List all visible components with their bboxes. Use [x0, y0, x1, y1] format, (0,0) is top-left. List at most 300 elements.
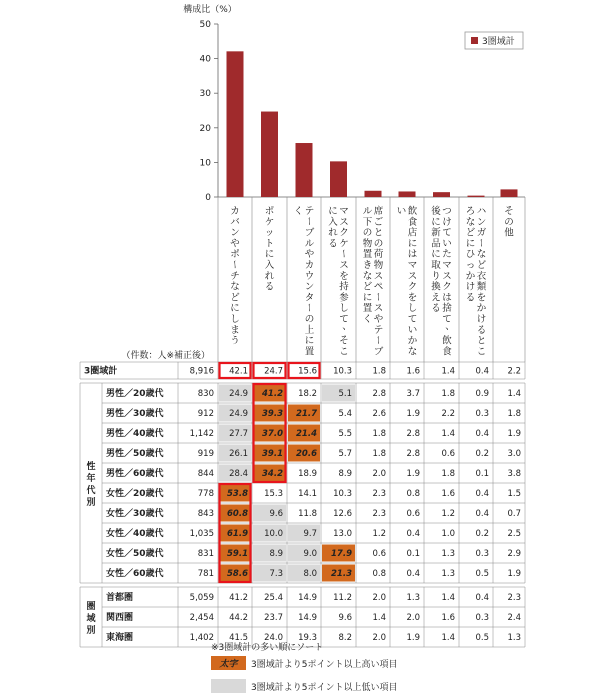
table-cell: 0.4 — [475, 366, 489, 377]
table-cell: 2.0 — [372, 469, 386, 479]
category-label-char: ー — [303, 216, 314, 227]
table-cell: 0.1 — [406, 549, 420, 559]
category-label-char: テ — [373, 324, 384, 336]
category-label-char: と — [373, 227, 384, 239]
table-cell: 24.7 — [264, 366, 283, 377]
category-label-char: け — [442, 216, 452, 228]
table-cell: 3.8 — [507, 469, 521, 479]
table-cell: 8.9 — [338, 469, 352, 479]
category-label-char: 荷 — [373, 249, 384, 261]
category-label-char: 席 — [373, 206, 384, 217]
table-cell: 8.2 — [338, 633, 352, 643]
table-cell: 2.6 — [372, 409, 386, 419]
category-label-char: っ — [465, 260, 476, 271]
table-cell: 5.5 — [338, 429, 352, 439]
category-label-char: ど — [362, 281, 373, 293]
table-cell: 15.6 — [298, 366, 317, 377]
category-label-char: や — [230, 238, 240, 250]
table-cell: 0.2 — [475, 529, 489, 539]
category-label-char: こ — [476, 346, 487, 358]
category-label-char: し — [339, 303, 349, 315]
row-count: 912 — [197, 409, 214, 419]
category-label-char: ー — [475, 238, 486, 248]
category-label-char: 後 — [431, 206, 441, 217]
category-label-char: 飲 — [442, 335, 452, 347]
table-cell: 1.6 — [441, 489, 455, 499]
high-legend-text: 3圏域計より5ポイント以上高い項目 — [251, 660, 398, 670]
table-cell: 3.7 — [406, 389, 420, 399]
category-label-char: テ — [304, 206, 315, 217]
category-label-char: ケ — [264, 216, 275, 228]
table-cell: 9.0 — [303, 549, 317, 559]
category-label-char: し — [407, 303, 418, 315]
category-label-char: 類 — [476, 281, 487, 293]
y-tick-label: 0 — [205, 193, 211, 203]
row-label: 東海圏 — [106, 633, 134, 643]
table-cell: 0.3 — [475, 613, 489, 623]
table-cell: 0.1 — [475, 469, 489, 479]
table-cell: 42.1 — [229, 366, 248, 377]
category-labels — [218, 197, 525, 362]
table-cell: 9.7 — [303, 529, 317, 539]
table-cell: 1.9 — [507, 569, 521, 579]
category-label-char: ト — [264, 238, 275, 250]
table-cell: 1.4 — [507, 389, 521, 399]
table-cell: 28.4 — [229, 469, 248, 479]
category-label-char: ど — [465, 227, 476, 239]
category-label-char: ウ — [304, 270, 315, 282]
category-label-char: く — [293, 206, 304, 217]
category-label-char: る — [465, 292, 476, 304]
category-label-char: 参 — [339, 292, 349, 304]
category-label-char: 食 — [442, 346, 452, 358]
row-count: 830 — [197, 389, 214, 399]
table-cell: 0.5 — [475, 633, 489, 643]
category-label-char: そ — [504, 206, 514, 217]
table-cell: 0.2 — [475, 449, 489, 459]
row-count: 831 — [197, 549, 214, 559]
group-label-char: 性 — [86, 462, 96, 472]
y-tick-label: 50 — [199, 20, 211, 30]
category-label-char: け — [476, 314, 487, 325]
row-count: 919 — [197, 449, 214, 459]
category-label-char: ー — [337, 248, 349, 259]
data-table — [80, 362, 525, 647]
table-cell: 1.8 — [441, 469, 455, 479]
category-label-char: に — [431, 216, 441, 228]
table-cell: 2.8 — [406, 449, 420, 459]
group-label-char: 別 — [86, 626, 96, 636]
row-label: 女性／20歳代 — [106, 489, 164, 499]
category-label-char: バ — [230, 216, 240, 228]
table-cell: 37.0 — [262, 429, 283, 439]
table-cell: 1.8 — [441, 389, 455, 399]
legend — [465, 32, 523, 49]
table-cell: 61.9 — [227, 529, 248, 539]
group-label-char: 代 — [86, 486, 96, 496]
row-count: 5,059 — [189, 593, 214, 603]
bar — [261, 112, 278, 197]
table-cell: 2.8 — [372, 389, 386, 399]
category-label-char: ろ — [465, 206, 476, 217]
table-cell: 1.6 — [441, 613, 455, 623]
row-label: 女性／50歳代 — [106, 549, 164, 559]
table-cell: 18.2 — [298, 389, 317, 399]
category-label-char: 置 — [304, 346, 315, 358]
table-cell: 21.4 — [296, 429, 317, 439]
table-cell: 1.9 — [406, 409, 420, 419]
table-cell: 15.3 — [264, 489, 283, 499]
category-label-char: る — [476, 324, 487, 336]
category-label-char: と — [476, 335, 487, 347]
table-cell: 5.1 — [338, 389, 352, 399]
table-cell: 0.7 — [507, 509, 521, 519]
category-label-char: ー — [372, 292, 383, 302]
table-cell: 1.8 — [372, 429, 386, 439]
category-label-char: マ — [407, 260, 418, 271]
table-cell: 2.2 — [507, 366, 521, 377]
row-label: 女性／60歳代 — [106, 569, 164, 579]
table-cell: 21.7 — [296, 409, 317, 419]
table-cell: 1.3 — [507, 633, 521, 643]
category-label-char: マ — [442, 260, 452, 271]
bar — [365, 191, 382, 197]
y-axis-title: 構成比（%） — [183, 5, 237, 15]
row-label: 男性／20歳代 — [106, 389, 164, 399]
category-label-char: て — [442, 314, 452, 325]
table-cell: 10.3 — [333, 366, 352, 377]
table-cell: 2.5 — [507, 529, 521, 539]
table-cell: 25.4 — [264, 593, 283, 603]
table-cell: 1.4 — [441, 593, 455, 603]
category-label-char: 飲 — [407, 206, 418, 217]
table-cell: 14.9 — [298, 593, 317, 603]
table-cell: 10.0 — [264, 529, 283, 539]
y-tick-label: 10 — [199, 158, 211, 169]
category-label-char: り — [431, 270, 441, 282]
category-label-char: な — [465, 216, 476, 228]
category-label-char: て — [407, 314, 418, 325]
table-cell: 41.5 — [229, 633, 248, 643]
table-cell: 2.3 — [372, 489, 386, 499]
table-cell: 27.7 — [229, 429, 248, 439]
category-label-char: ー — [372, 335, 383, 345]
table-cell: 39.1 — [262, 449, 283, 459]
table-cell: 2.0 — [406, 613, 420, 623]
category-label-char: い — [407, 324, 418, 336]
table-cell: 14.1 — [298, 489, 317, 499]
category-label-char: け — [465, 281, 476, 293]
category-label-char: ケ — [339, 238, 349, 250]
y-tick-label: 20 — [199, 123, 211, 134]
table-cell: 24.9 — [229, 409, 248, 419]
category-label-char: に — [230, 303, 240, 315]
table-cell: 11.2 — [333, 593, 352, 603]
category-label-char: 衣 — [476, 270, 487, 282]
table-cell: 1.4 — [441, 429, 455, 439]
row-count: 1,402 — [189, 633, 214, 643]
bars — [227, 51, 518, 197]
category-label-char: な — [407, 346, 418, 358]
table-cell: 0.6 — [441, 449, 455, 459]
row-count: 1,142 — [189, 429, 214, 439]
low-legend-text: 3圏域計より5ポイント以上低い項目 — [251, 683, 398, 693]
category-label-char: き — [362, 260, 373, 271]
category-label-char: ひ — [465, 249, 476, 261]
category-label-char: に — [328, 206, 338, 217]
table-cell: 17.9 — [331, 549, 352, 559]
category-label-char: か — [407, 335, 418, 347]
category-label-char: チ — [230, 270, 240, 282]
row-label: 男性／50歳代 — [106, 449, 164, 459]
category-label-char: 入 — [264, 260, 275, 271]
table-cell: 1.3 — [441, 569, 455, 579]
low-legend-chip — [211, 679, 246, 693]
table-cell: 0.8 — [406, 489, 420, 499]
table-cell: 24.9 — [229, 389, 248, 399]
row-label: 3圏域計 — [84, 366, 118, 377]
table-cell: 1.9 — [406, 633, 420, 643]
table-cell: 0.4 — [475, 593, 489, 603]
category-label-char: く — [362, 314, 373, 325]
table-cell: 1.5 — [507, 489, 521, 499]
category-label-char: て — [442, 227, 452, 239]
table-cell: 18.9 — [298, 469, 317, 479]
table-cell: 19.3 — [298, 633, 317, 643]
category-label-char: な — [362, 270, 373, 282]
table-cell: 2.8 — [406, 429, 420, 439]
category-label-char: 新 — [431, 227, 441, 239]
row-label: 女性／30歳代 — [106, 509, 164, 519]
table-cell: 26.1 — [229, 449, 248, 459]
table-cell: 1.4 — [372, 613, 386, 623]
y-tick-label: 30 — [199, 89, 211, 100]
table-cell: 0.3 — [475, 409, 489, 419]
table-cell: 1.0 — [441, 529, 455, 539]
category-label-char: か — [465, 270, 476, 282]
row-count: 843 — [197, 509, 214, 519]
bar — [330, 161, 347, 197]
category-label-char: を — [339, 270, 349, 282]
category-label-char: 、 — [445, 320, 455, 332]
table-cell: 2.3 — [507, 593, 521, 603]
category-label-char: ブ — [304, 227, 315, 239]
legend-swatch — [471, 37, 478, 44]
category-label-char: ポ — [230, 249, 240, 261]
category-label-char: そ — [339, 335, 349, 347]
table-cell: 14.9 — [298, 613, 317, 623]
table-cell: 7.3 — [269, 569, 283, 579]
category-label-char: ス — [339, 216, 349, 228]
table-cell: 0.4 — [406, 529, 420, 539]
table-cell: 5.7 — [338, 449, 352, 459]
category-label-char: 持 — [339, 281, 349, 293]
category-label-char: に — [407, 238, 418, 250]
table-cell: 53.8 — [227, 489, 248, 499]
row-count: 1,035 — [189, 529, 214, 539]
category-label-char: カ — [230, 206, 240, 217]
table-cell: 9.6 — [338, 613, 352, 623]
category-label-char: ッ — [264, 227, 275, 239]
table-cell: 0.3 — [475, 549, 489, 559]
notes — [211, 641, 397, 693]
category-label-char: タ — [304, 292, 315, 304]
category-label-char: ど — [230, 292, 240, 304]
category-label-char: ー — [303, 302, 314, 313]
row-label: 男性／30歳代 — [106, 409, 164, 419]
category-label-char: に — [362, 292, 373, 304]
table-cell: 2.0 — [372, 633, 386, 643]
category-label-char: 店 — [407, 227, 418, 239]
category-label-char: る — [328, 238, 338, 250]
table-cell: 9.6 — [269, 509, 283, 519]
table-cell: 13.0 — [333, 529, 352, 539]
category-label-char: に — [465, 238, 476, 250]
category-label-char: ス — [442, 270, 452, 282]
row-count: 2,454 — [189, 613, 214, 623]
category-label-char: ル — [304, 238, 315, 250]
category-label-char: れ — [328, 227, 338, 239]
category-label-char: ク — [442, 281, 452, 293]
category-label-char: ご — [373, 216, 384, 228]
table-cell: 5.4 — [338, 409, 352, 419]
category-label-char: な — [476, 249, 487, 261]
category-label-char: れ — [264, 270, 275, 282]
table-cell: 41.2 — [229, 593, 248, 603]
category-label-char: 品 — [431, 238, 441, 250]
bar — [433, 192, 450, 197]
table-cell: 0.6 — [406, 509, 420, 519]
row-count: 781 — [197, 569, 214, 579]
row-label: 男性／40歳代 — [106, 429, 164, 439]
category-label-char: ポ — [264, 206, 275, 217]
category-label-char: や — [373, 314, 384, 325]
table-cell: 0.6 — [372, 549, 386, 559]
category-label-char: つ — [442, 206, 452, 217]
category-label-char: を — [407, 292, 418, 304]
table-cell: 1.4 — [441, 633, 455, 643]
table-cell: 23.7 — [264, 613, 283, 623]
table-cell: 1.9 — [406, 469, 420, 479]
category-label-char: や — [304, 249, 315, 261]
table-cell: 2.2 — [441, 409, 455, 419]
category-label-char: 、 — [342, 320, 352, 332]
table-cell: 34.2 — [262, 469, 283, 479]
table-cell: 0.9 — [475, 389, 489, 399]
table-cell: 2.0 — [372, 593, 386, 603]
category-label-char: ン — [304, 281, 315, 293]
row-count: 778 — [197, 489, 214, 499]
category-label-char: ン — [476, 216, 487, 228]
category-label-char: 他 — [504, 227, 514, 239]
category-label-char: こ — [339, 346, 349, 358]
category-label-char: ス — [373, 303, 384, 315]
table-cell: 0.4 — [475, 429, 489, 439]
bar — [227, 51, 244, 197]
table-cell: 60.8 — [227, 509, 248, 519]
table-cell: 1.6 — [406, 366, 420, 377]
table-cell: 12.6 — [333, 509, 352, 519]
category-label-char: ー — [228, 259, 240, 270]
category-label-char: て — [339, 314, 349, 325]
category-label-char: は — [442, 292, 452, 304]
category-label-char: い — [396, 206, 407, 217]
table-cell: 24.0 — [264, 633, 283, 643]
category-label-char: 置 — [362, 249, 373, 261]
category-label-char: に — [304, 335, 315, 347]
table-cell: 39.3 — [262, 409, 283, 419]
category-label-char: の — [373, 238, 384, 250]
category-label-char: マ — [339, 206, 349, 217]
legend-label: 3圏域計 — [482, 37, 515, 47]
table-cell: 8.9 — [269, 549, 283, 559]
category-label-char: を — [476, 292, 487, 304]
table-cell: 0.4 — [475, 509, 489, 519]
table-cell: 2.9 — [507, 549, 521, 559]
category-label-char: か — [476, 303, 487, 315]
table-cell: 11.8 — [298, 509, 317, 519]
category-label-char: い — [442, 238, 452, 250]
category-label-char: 上 — [304, 324, 315, 336]
table-header-note: （件数：人※補正後） — [121, 351, 210, 361]
table-cell: 1.3 — [406, 593, 420, 603]
table-cell: 0.8 — [372, 569, 386, 579]
table-cell: 10.3 — [333, 489, 352, 499]
group-label-char: 別 — [86, 498, 96, 508]
row-count: 844 — [197, 469, 214, 479]
table-cell: 0.4 — [406, 569, 420, 579]
row-label: 男性／60歳代 — [106, 469, 164, 479]
category-label-char: た — [442, 249, 452, 261]
category-label-char: な — [230, 281, 240, 293]
table-cell: 1.2 — [441, 509, 455, 519]
table-cell: 1.8 — [507, 409, 521, 419]
table-cell: 3.0 — [507, 449, 521, 459]
table-cell: 20.6 — [296, 449, 317, 459]
table-cell: 2.4 — [507, 613, 521, 623]
category-label-char: ク — [407, 281, 418, 293]
table-cell: 2.3 — [372, 509, 386, 519]
table-cell: 0.4 — [475, 489, 489, 499]
table-cell: 1.8 — [372, 366, 386, 377]
category-label-char: の — [504, 216, 514, 228]
high-legend-chip-text: 太字 — [219, 659, 238, 670]
category-label-char: 入 — [328, 216, 338, 228]
table-cell: 8.0 — [303, 569, 317, 579]
bar — [399, 191, 416, 197]
category-label-char: ど — [476, 260, 487, 271]
category-label-char: 取 — [431, 260, 441, 271]
row-label: 首都圏 — [106, 593, 134, 603]
category-label-char: ン — [230, 227, 240, 239]
category-label-char: ブ — [373, 346, 384, 358]
category-label-char: 換 — [431, 281, 441, 293]
category-label-char: る — [264, 281, 275, 293]
table-cell: 1.8 — [372, 449, 386, 459]
category-label-char: ガ — [476, 227, 487, 239]
table-cell: 1.4 — [441, 366, 455, 377]
table-cell: 1.9 — [507, 429, 521, 439]
category-label-char: え — [431, 292, 441, 304]
y-tick-label: 40 — [199, 54, 211, 65]
category-label-char: ハ — [476, 206, 487, 217]
table-cell: 0.5 — [475, 569, 489, 579]
group-label-char: 圏 — [86, 602, 96, 612]
bar — [468, 196, 485, 197]
table-cell: 58.6 — [227, 569, 248, 579]
category-label-char: は — [407, 249, 418, 261]
category-label-char: ス — [407, 270, 418, 282]
